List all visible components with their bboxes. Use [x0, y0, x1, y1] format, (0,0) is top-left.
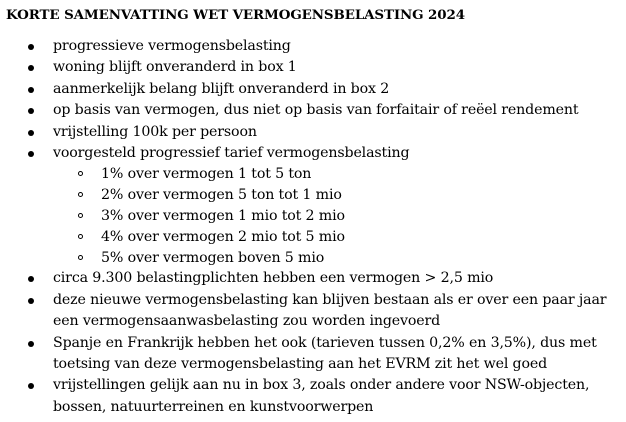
sub-list-item-text: 1% over vermogen 1 tot 5 ton: [101, 166, 312, 183]
sub-list-item: [53, 227, 626, 248]
list-item-text: toetsing van deze vermogensbelasting aan het EVRM zit het wel goed: [53, 356, 548, 373]
list-item-text: circa 9.300 belastingplichten hebben een vermogen > 2,5 mio: [53, 270, 494, 287]
list-item: [0, 79, 626, 100]
tariff-sub-list: [53, 164, 626, 268]
bullet-dot-icon: [28, 383, 34, 389]
bullet-dot-icon: [28, 130, 34, 136]
list-item: [0, 36, 626, 57]
list-item-text: op basis van vermogen, dus niet op basis van forfaitair of reëel rendement: [53, 102, 579, 119]
sub-list-item-text: 4% over vermogen 2 mio tot 5 mio: [101, 228, 345, 245]
sub-list-item: [53, 164, 626, 185]
list-item: [0, 290, 626, 333]
list-item: [0, 268, 626, 289]
bullet-dot-icon: [28, 341, 34, 347]
bullet-circle-icon: [78, 192, 83, 197]
sub-list-item-text: 2% over vermogen 5 ton tot 1 mio: [101, 187, 342, 204]
list-item: [0, 57, 626, 78]
list-item-text: bossen, natuurterreinen en kunstvoorwerpen: [53, 398, 374, 415]
list-item-text: vrijstellingen gelijk aan nu in box 3, zoals onder andere voor NSW-objecten,: [53, 377, 590, 394]
bullet-dot-icon: [28, 298, 34, 304]
bullet-dot-icon: [28, 108, 34, 114]
bullet-circle-icon: [78, 234, 83, 239]
list-item-text: progressieve vermogensbelasting: [53, 38, 291, 54]
bullet-circle-icon: [78, 171, 83, 176]
sub-list-item-text: 5% over vermogen boven 5 mio: [101, 249, 325, 266]
bullet-circle-icon: [78, 255, 83, 260]
list-item: [0, 122, 626, 143]
list-item-text: voorgesteld progressief tarief vermogensbelasting: [53, 145, 410, 162]
list-item-text: vrijstelling 100k per persoon: [53, 123, 257, 140]
sub-list-item: [53, 206, 626, 227]
list-item-text: een vermogensaanwasbelasting zou worden ingevoerd: [53, 313, 441, 330]
bullet-dot-icon: [28, 276, 34, 282]
bullet-dot-icon: [28, 151, 34, 157]
bullet-circle-icon: [78, 213, 83, 218]
bullet-dot-icon: [28, 65, 34, 71]
sub-list-item: [53, 185, 626, 206]
sub-list-item: [53, 248, 626, 269]
list-item-text: deze nieuwe vermogensbelasting kan blijven bestaan als er over een paar jaar: [53, 291, 607, 308]
bullet-dot-icon: [28, 44, 34, 50]
summary-bullet-list: [0, 36, 626, 418]
list-item: [0, 333, 626, 376]
sub-list-item-text: 3% over vermogen 1 mio tot 2 mio: [101, 208, 345, 225]
list-item: [0, 375, 626, 418]
list-item-text: aanmerkelijk belang blijft onveranderd in box 2: [53, 80, 390, 97]
list-item: [0, 143, 626, 268]
list-item: [0, 100, 626, 121]
document-title: KORTE SAMENVATTING WET VERMOGENSBELASTING 2024: [6, 7, 465, 23]
list-item-text: Spanje en Frankrijk hebben het ook (tarieven tussen 0,2% en 3,5%), dus met: [53, 334, 597, 351]
bullet-dot-icon: [28, 87, 34, 93]
list-item-text: woning blijft onveranderd in box 1: [53, 59, 297, 76]
